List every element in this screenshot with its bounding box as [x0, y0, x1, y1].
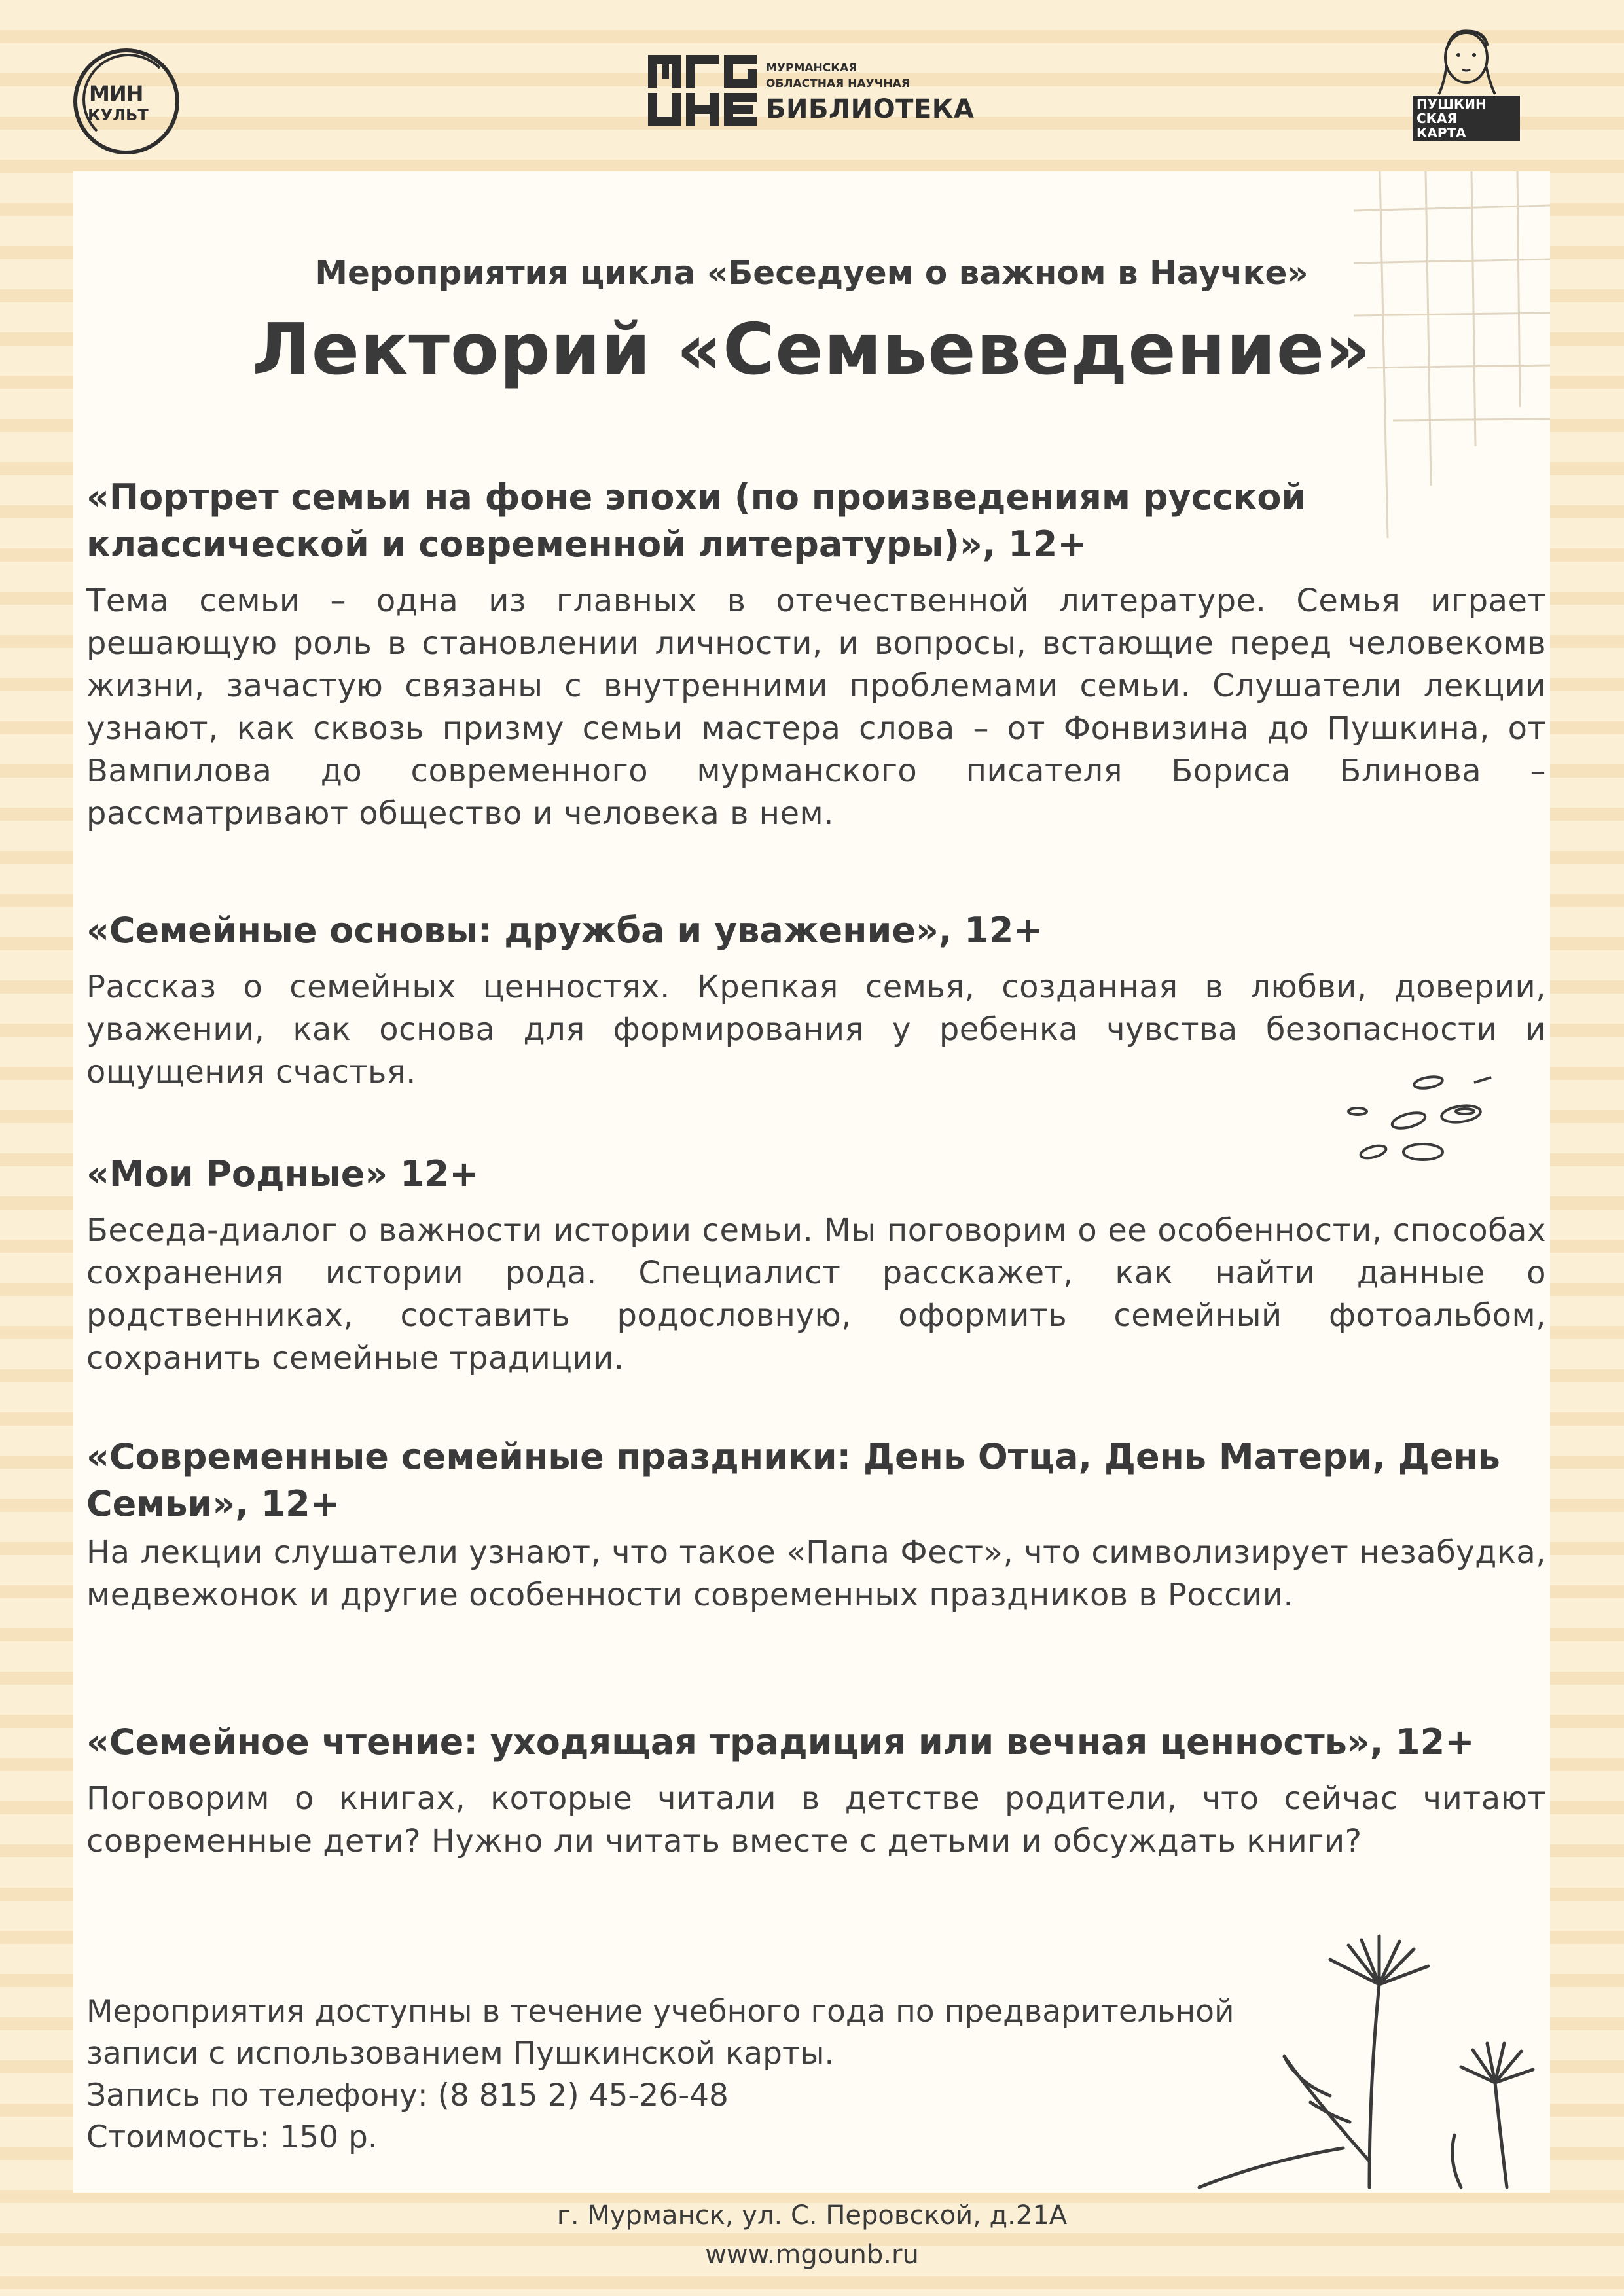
content-panel: [73, 171, 1550, 2193]
minkult-text-1: МИН: [89, 81, 143, 106]
section-body: Поговорим о книгах, которые читали в детстве родители, что сейчас читают современные дети? Нужно ли читать вместе с детьми и обсуждать книги?: [86, 1780, 1546, 1859]
footer-line: записи с использованием Пушкинской карты.: [86, 2036, 835, 2072]
section-2: [86, 907, 1546, 1094]
minkult-logo-icon: [73, 48, 179, 154]
section-heading: «Семейное чтение: уходящая традиция или вечная ценность», 12+: [86, 1721, 1475, 1763]
footer-price: Стоимость: 150 р.: [86, 2119, 378, 2155]
section-heading: «Мои Родные» 12+: [86, 1153, 479, 1194]
section-3: [86, 1151, 1546, 1380]
page-title: Лекторий «Семьеведение»: [252, 309, 1371, 391]
section-heading: «Современные семейные праздники: День Отца, День Матери, День Семьи», 12+: [86, 1436, 1500, 1524]
section-4: [86, 1433, 1546, 1617]
section-body: Рассказ о семейных ценностях. Крепкая семья, созданная в любви, доверии, уважении, как основа для формирования у ребенка чувства безопасности и ощущения счастья.: [86, 969, 1546, 1090]
website-link[interactable]: www.mgounb.ru: [705, 2240, 919, 2270]
section-heading: «Портрет семьи на фоне эпохи (по произведениям русской классической и современной литературы)», 12+: [86, 476, 1307, 565]
pushkin-portrait-icon: [1407, 26, 1532, 98]
leaves-doodle-icon: [1337, 1068, 1507, 1166]
library-name: БИБЛИОТЕКА: [766, 94, 975, 124]
footer-note: [86, 1991, 1330, 2159]
section-body: Беседа-диалог о важности истории семьи. Мы поговорим о ее особенности, способах сохранения истории рода. Специалист расскажет, как найти данные о родственниках, составить родословную, оформить семейный фотоальбом, сохранить семейные традиции.: [86, 1212, 1546, 1376]
library-mark-icon: [648, 55, 759, 126]
section-body: Тема семьи – одна из главных в отечественной литературе. Семья играет решающую роль в становлении личности, и вопросы, встающие перед человекомв жизни, зачастую связаны с внутренними проблемами семьи. Слушатели лекции узнают, как сквозь призму семьи мастера слова – от Фонвизина до Пушкина, от Вампилова до современного мурманского писателя Бориса Блинова – рассматривают общество и человека в нем.: [86, 583, 1546, 832]
pre-title: Мероприятия цикла «Беседуем о важном в Научке»: [315, 254, 1308, 292]
section-body: На лекции слушатели узнают, что такое «Папа Фест», что символизирует незабудка, медвежонок и другие особенности современных праздников в России.: [86, 1534, 1546, 1613]
section-5: [86, 1719, 1546, 1863]
section-1: [86, 474, 1546, 835]
library-subtitle: МУРМАНСКАЯ ОБЛАСТНАЯ НАУЧНАЯ: [766, 62, 910, 90]
section-heading: «Семейные основы: дружба и уважение», 12+: [86, 910, 1043, 951]
street-address: г. Мурманск, ул. С. Перовской, д.21А: [556, 2200, 1068, 2231]
footer-phone: Запись по телефону: (8 815 2) 45-26-48: [86, 2077, 729, 2113]
pushkin-card-label: ПУШКИН СКАЯ КАРТА: [1413, 96, 1520, 141]
address-block: [0, 2196, 1624, 2274]
footer-line: Мероприятия доступны в течение учебного года по предварительной: [86, 1994, 1235, 2030]
minkult-text-2: КУЛЬТ: [88, 106, 149, 124]
pushkin-card-icon: [1407, 26, 1532, 141]
